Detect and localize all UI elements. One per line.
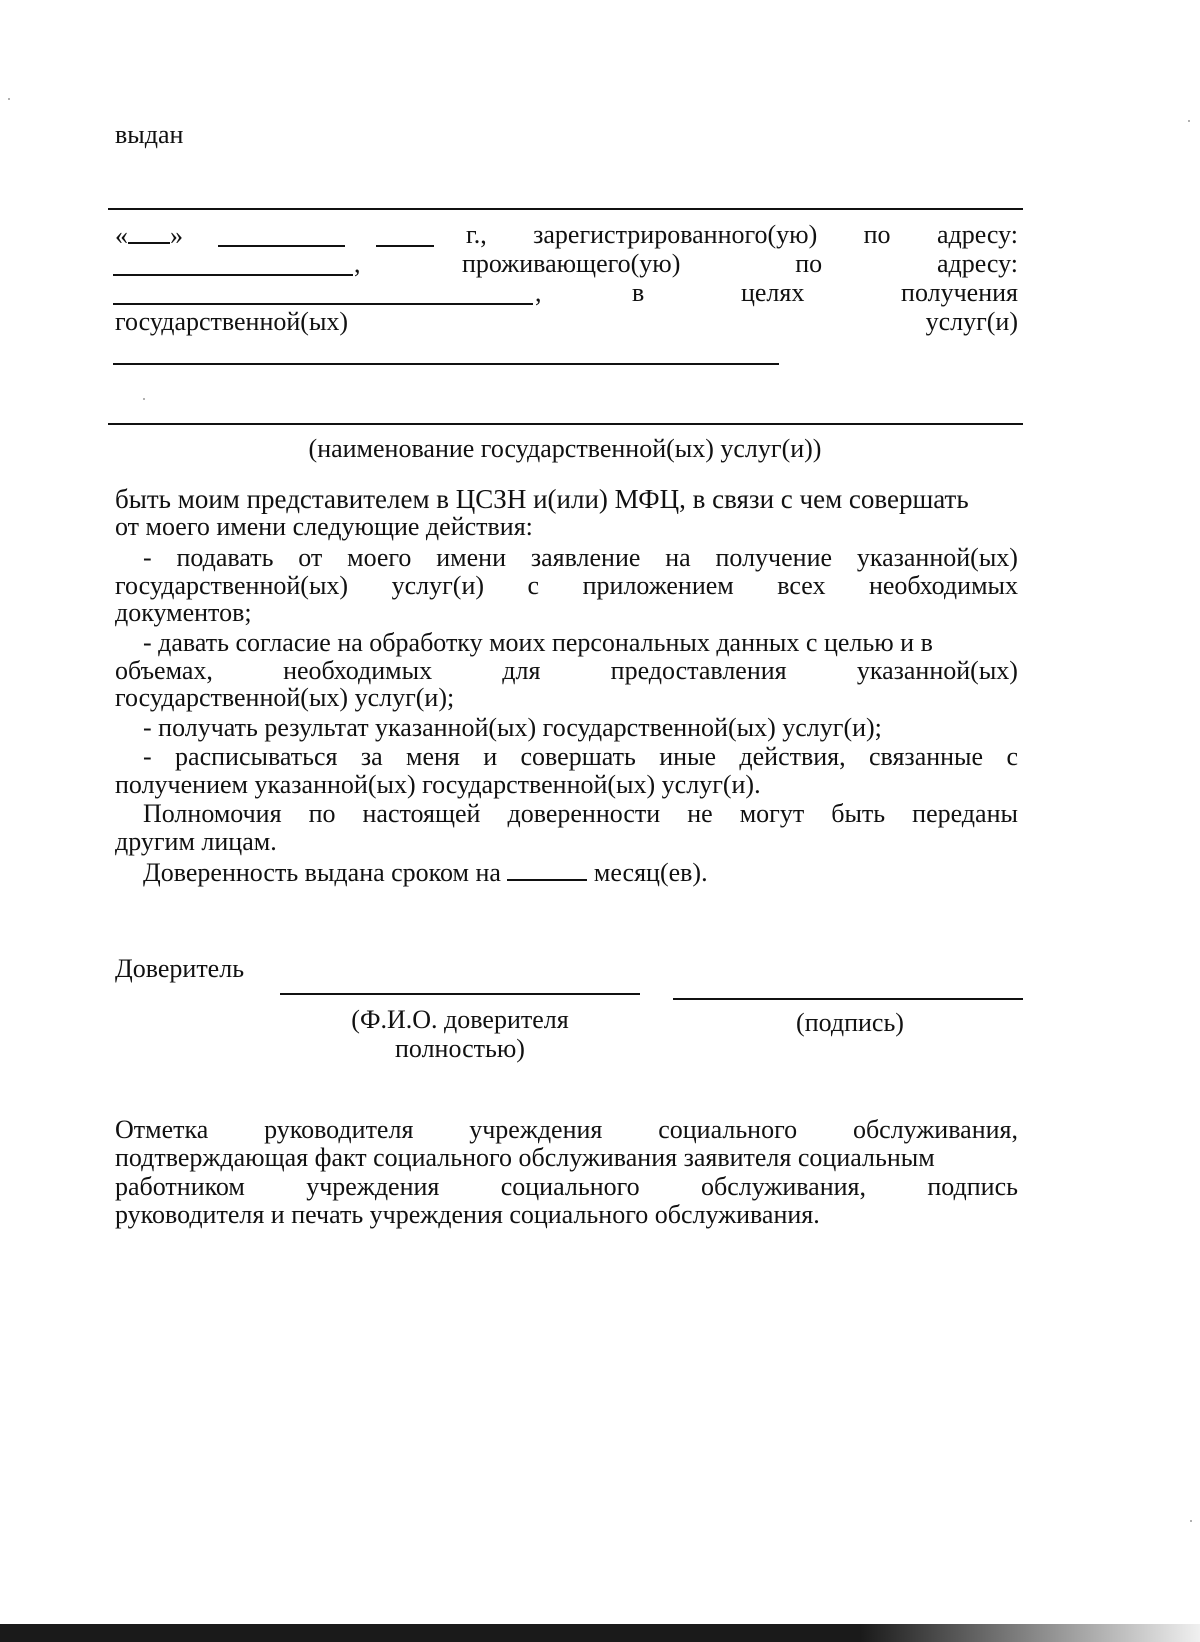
note-line-3 — [115, 1172, 1018, 1201]
scan-speck — [1188, 120, 1190, 122]
word: доверенности — [507, 799, 661, 828]
word: приложением — [582, 571, 734, 600]
fio-caption-line-1: (Ф.И.О. доверителя — [351, 1005, 569, 1034]
word: учреждения — [306, 1172, 440, 1201]
word: предоставления — [610, 656, 787, 685]
principal-label: Доверитель — [115, 954, 245, 983]
sign-caption: (подпись) — [796, 1008, 904, 1037]
word: связанные — [868, 742, 984, 771]
scan-speck — [1190, 1520, 1192, 1522]
bullet-4-line-1 — [143, 742, 1018, 771]
word: обслуживания, — [852, 1115, 1018, 1144]
residence-line — [462, 249, 1018, 278]
year-suffix: г., — [466, 220, 487, 249]
service-caption: (наименование государственной(ых) услуг(и)) — [308, 434, 822, 463]
scan-speck — [8, 98, 10, 100]
word: обслуживания, — [700, 1172, 867, 1201]
word: государственной(ых) — [115, 571, 349, 600]
registered-word: зарегистрированного(ую) — [533, 220, 818, 249]
word: на — [665, 543, 691, 572]
word: государственной(ых) — [115, 307, 349, 336]
address-word: адресу: — [936, 220, 1018, 249]
word: совершать — [520, 742, 636, 771]
word: с — [527, 571, 540, 600]
word: от — [298, 543, 323, 572]
body-line: - получать результат указанной(ых) государственной(ых) услуг(и); — [143, 713, 882, 742]
residing-word: проживающего(ую) — [462, 249, 681, 278]
comma: , — [354, 249, 361, 278]
word: для — [502, 656, 541, 685]
word: по — [308, 799, 336, 828]
word: - — [143, 543, 152, 572]
word: настоящей — [362, 799, 481, 828]
body-line: государственной(ых) услуг(и); — [115, 683, 455, 712]
word: и — [483, 742, 498, 771]
word: действия, — [739, 742, 846, 771]
word: подавать — [176, 543, 274, 572]
note-line-1 — [115, 1115, 1018, 1144]
word: указанной(ых) — [856, 656, 1018, 685]
day-blank — [128, 220, 170, 244]
rule-line — [108, 208, 1023, 210]
word: необходимых — [283, 656, 433, 685]
word: не — [687, 799, 713, 828]
word: получения — [901, 278, 1018, 307]
issued-label: выдан — [115, 120, 184, 149]
services-line — [115, 307, 1018, 336]
term-suffix: месяц(ев). — [593, 858, 708, 887]
word: учреждения — [469, 1115, 603, 1144]
word: могут — [739, 799, 805, 828]
word: всех — [777, 571, 826, 600]
date-field — [115, 220, 183, 250]
bullet-2-line-2 — [115, 656, 1018, 685]
body-line: - давать согласие на обработку моих персональных данных с целью и в — [143, 628, 933, 657]
word: с — [1006, 742, 1018, 771]
quote-open: « — [115, 221, 128, 250]
word: объемах, — [115, 656, 213, 685]
word: подпись — [927, 1172, 1018, 1201]
bullet-1-line-2 — [115, 571, 1018, 600]
word: необходимых — [868, 571, 1018, 600]
body-line: другим лицам. — [115, 827, 277, 856]
fio-blank — [280, 993, 640, 995]
body-line: от моего имени следующие действия: — [115, 512, 533, 541]
word: услуг(и) — [391, 571, 485, 600]
purpose-line — [632, 278, 1018, 307]
word: Отметка — [115, 1115, 209, 1144]
word: по — [863, 220, 891, 249]
body-line: документов; — [115, 598, 252, 627]
term-prefix: Доверенность выдана сроком на — [143, 858, 501, 887]
word: услуг(и) — [925, 307, 1018, 336]
word: моего — [347, 543, 412, 572]
word: социального — [658, 1115, 798, 1144]
scan-speck — [143, 398, 145, 400]
word: социального — [500, 1172, 640, 1201]
fio-caption-line-2: полностью) — [395, 1034, 525, 1063]
word: заявление — [530, 543, 641, 572]
word: Полномочия — [143, 799, 282, 828]
note-line-2: подтверждающая факт социального обслуживания заявителя социальным — [115, 1143, 935, 1172]
word: быть — [831, 799, 886, 828]
address-blank — [113, 274, 353, 276]
year-blank — [376, 245, 434, 247]
body-line: получением указанной(ых) государственной(ых) услуг(и). — [115, 770, 761, 799]
quote-close: » — [170, 221, 183, 250]
note-line-4: руководителя и печать учреждения социального обслуживания. — [115, 1200, 820, 1229]
months-blank — [507, 857, 587, 881]
term-line — [143, 857, 708, 887]
word: переданы — [912, 799, 1018, 828]
service-name-blank — [113, 363, 779, 365]
word: имени — [436, 543, 506, 572]
powers-line-1 — [143, 799, 1018, 828]
registration-line — [466, 220, 1018, 249]
word: - — [143, 742, 152, 771]
word: по — [795, 249, 823, 278]
word: иные — [659, 742, 717, 771]
body-line: быть моим представителем в ЦСЗН и(или) МФЦ, в связи с чем совершать — [115, 484, 969, 514]
word: руководителя — [264, 1115, 414, 1144]
scan-bottom-edge — [0, 1624, 1200, 1642]
bullet-1-line-1 — [143, 543, 1018, 572]
word: работником — [115, 1172, 245, 1201]
word: целях — [740, 278, 805, 307]
word: меня — [406, 742, 460, 771]
comma: , — [535, 278, 542, 307]
word: указанной(ых) — [856, 543, 1018, 572]
address-word: адресу: — [936, 249, 1018, 278]
word: расписываться — [175, 742, 338, 771]
residence-blank — [113, 303, 533, 305]
signature-blank — [673, 998, 1023, 1000]
month-blank — [218, 245, 345, 247]
word: в — [632, 278, 645, 307]
word: получение — [715, 543, 833, 572]
word: за — [360, 742, 383, 771]
service-name-rule — [108, 423, 1023, 425]
